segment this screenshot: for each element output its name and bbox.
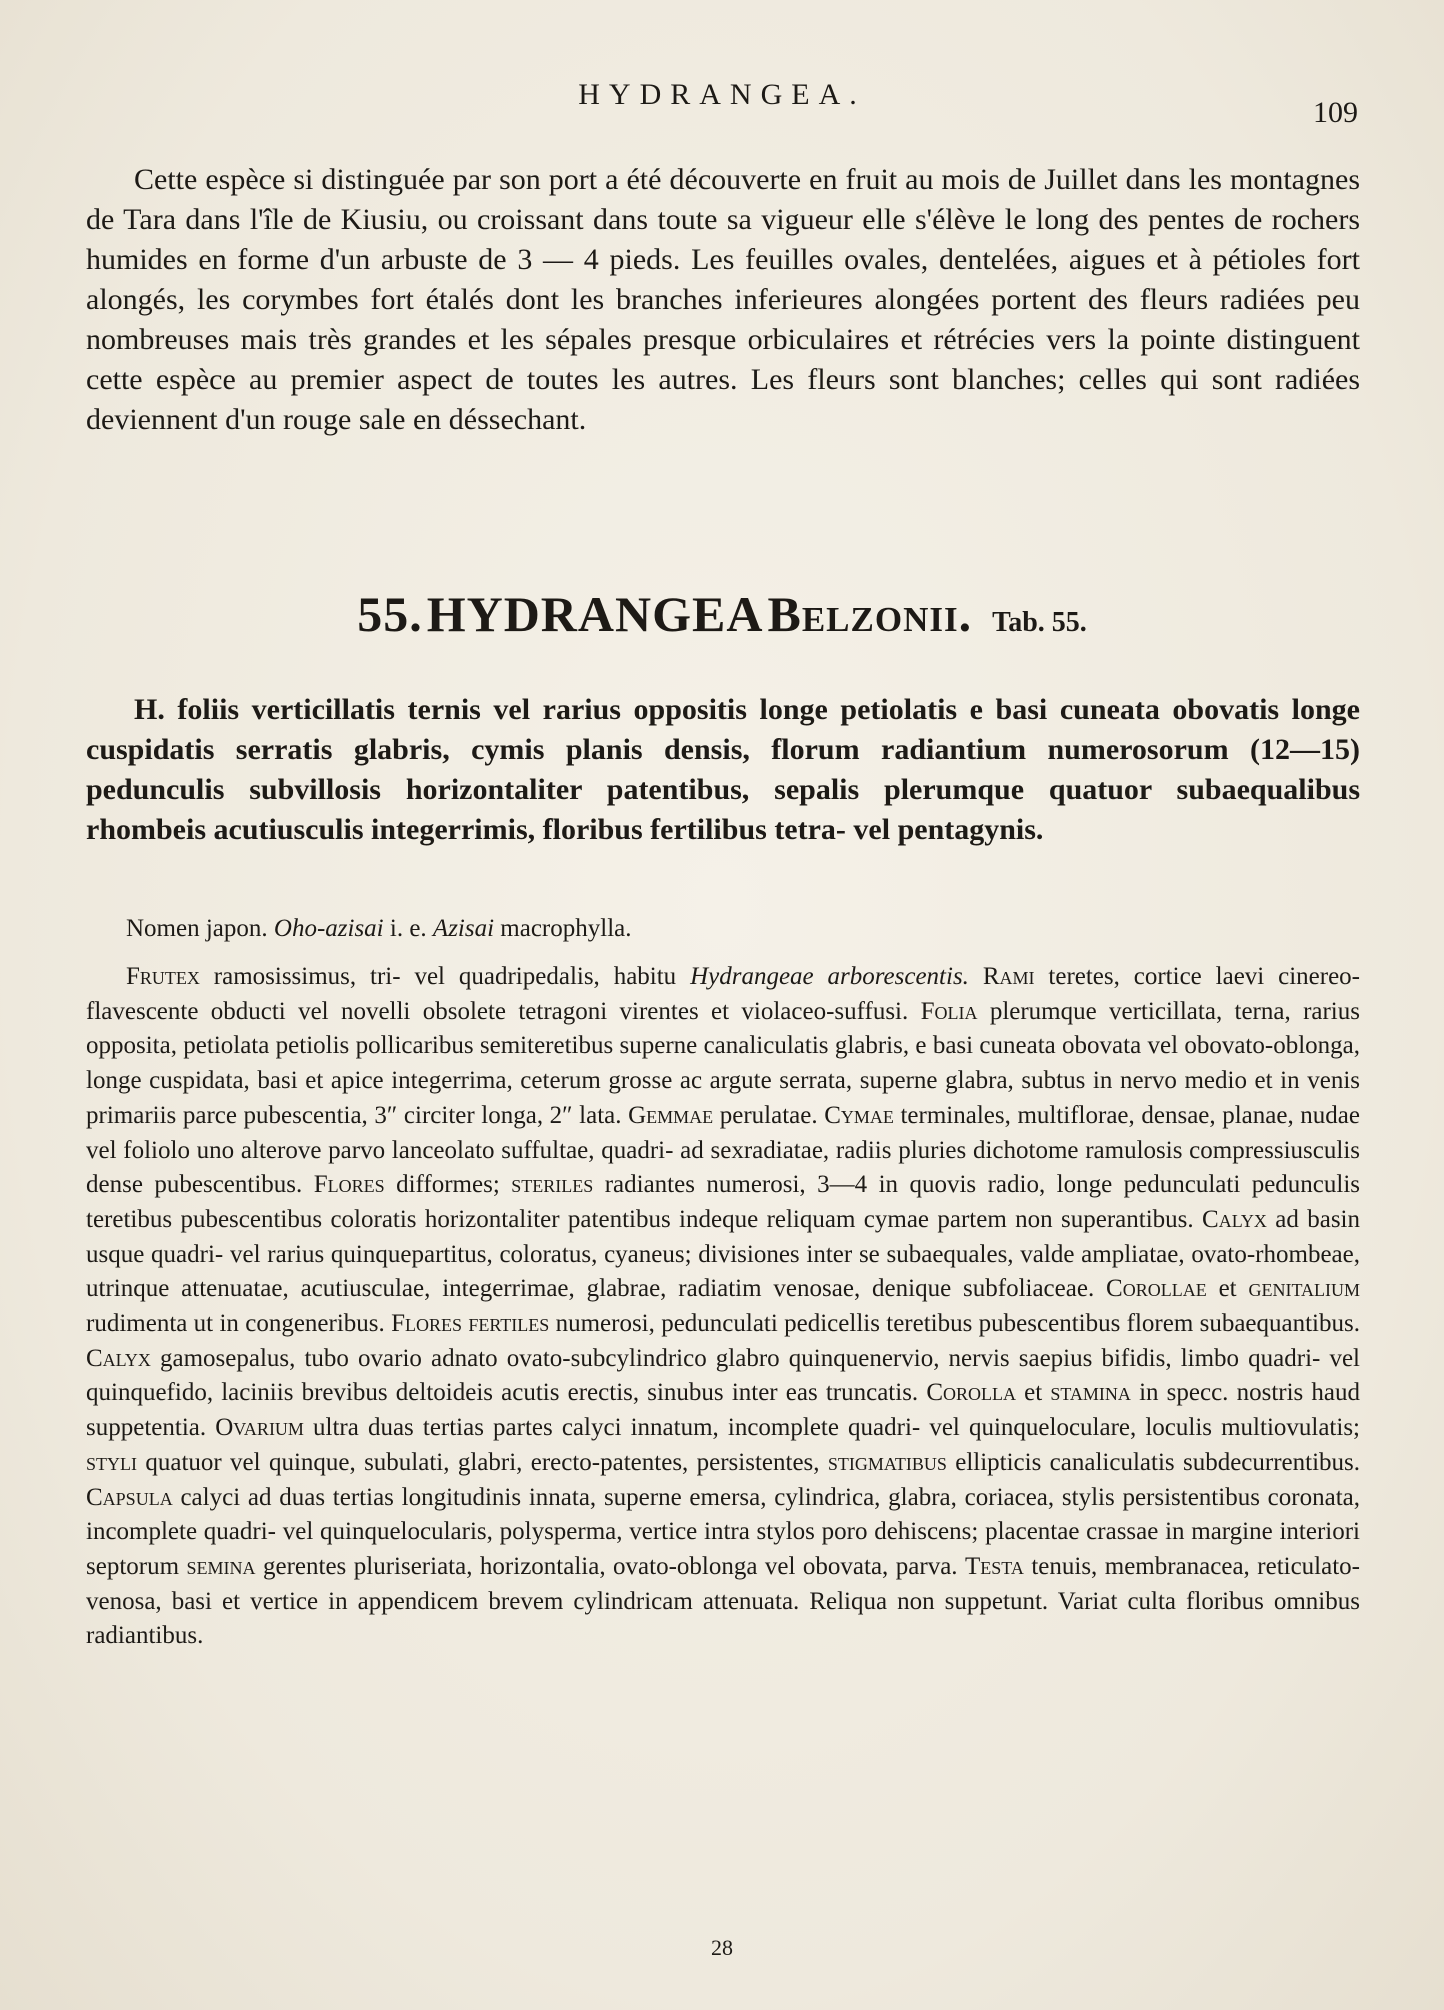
description-segment: ramosissimus, tri- vel quadripedalis, habitu: [199, 963, 691, 990]
species-number: 55.: [357, 586, 423, 642]
japanese-name-line: [86, 912, 1360, 946]
description-segment: quatuor vel quinque, subulati, glabri, erecto-patentes, persistentes,: [137, 1448, 828, 1476]
description-segment: perulatae.: [713, 1101, 825, 1129]
species-genus: HYDRANGEA: [426, 586, 764, 642]
description: [86, 960, 1360, 1654]
description-term: stigmatibus: [827, 1448, 947, 1476]
description-segment: calyci ad duas tertias longitudinis innata, superne emersa, cylindrica, glabra, coriacea, stylis persistentibus coronata, incomplete quadri- vel quinquelocularis, polysperma, vertice intra stylos poro dehiscens; placentae crassae in margine interiori septorum: [86, 1483, 1360, 1580]
description-segment: [969, 963, 983, 990]
nomen-synonym: Azisai: [432, 915, 495, 942]
description-term: semina: [186, 1552, 256, 1580]
diagnosis: [86, 690, 1360, 850]
description-term: Calyx: [86, 1344, 151, 1372]
nomen-japanese: Oho-azisai: [273, 915, 384, 942]
diagnosis-text: H. foliis verticillatis ternis vel rarius oppositis longe petiolatis e basi cuneata obovatis longe cuspidatis serratis glabris, cymis planis densis, florum radiantium numerosorum (12—15) pedunculis subvillosis horizontaliter patentibus, sepalis plerumque quatuor subaequalibus rhombeis acutiusculis integerrimis, floribus fertilibus tetra- vel pentagynis.: [86, 693, 1360, 846]
description-term: styli: [86, 1448, 137, 1476]
description-term: Corollae: [1106, 1275, 1207, 1303]
description-term: Flores fertiles: [391, 1310, 550, 1338]
description-segment: ultra duas tertias partes calyci innatum, incomplete quadri- vel quinqueloculare, loculis multiovulatis;: [303, 1414, 1360, 1442]
description-segment: et: [1206, 1275, 1249, 1303]
nomen-middle: i. e.: [389, 915, 427, 942]
description-term: stamina: [1050, 1379, 1131, 1407]
species-heading: [0, 585, 1444, 643]
description-segment: in specc. nostris haud suppetentia.: [86, 1379, 1361, 1442]
description-term: Ovarium: [215, 1414, 304, 1442]
description-text: [86, 960, 1360, 1654]
intro-text: Cette espèce si distinguée par son port a été découverte en fruit au mois de Juillet dans les montagnes de Tara dans l'île de Kiusiu, ou croissant dans toute sa vigueur elle s'élève le long des pentes de rochers humides en forme d'un arbuste de 3 — 4 pieds. Les feuilles ovales, dentelées, aigues et à pétioles fort alongés, les corymbes fort étalés dont les branches inferieures alongées portent des fleurs radiées peu nombreuses mais très grandes et les sépales presque orbiculaires et rétrécies vers la pointe distinguent cette espèce au premier aspect de toutes les autres. Les fleurs sont blanches; celles qui sont radiées deviennent d'un rouge sale en déssechant.: [86, 163, 1360, 436]
signature-mark: 28: [711, 1935, 733, 1960]
nomen-tail: macrophylla.: [500, 915, 632, 942]
running-head: HYDRANGEA.: [578, 78, 866, 111]
nomen-lead: Nomen japon.: [126, 915, 268, 942]
description-segment: plerumque verticillata, terna, rarius opposita, petiolata petiolis pollicaribus semiteretibus superne canaliculatis glabris, e basi cuneata obovata vel obovato-oblonga, longe cuspidata, basi et apice integerrima, ceterum grosse ac argute serrata, superne glabra, subtus in nervo medio et in venis primariis parce pubescentia, 3″ circiter longa, 2″ lata.: [86, 997, 1360, 1129]
description-segment: gerentes pluriseriata, horizontalia, ovato-oblonga vel obovata, parva.: [255, 1552, 966, 1580]
description-term: Rami: [982, 963, 1035, 990]
description-term: Corolla: [926, 1379, 1017, 1407]
intro-paragraph: [86, 160, 1360, 440]
description-segment: gamosepalus, tubo ovario adnato ovato-subcylindrico glabro quinquenervio, nervis saepius bifidis, limbo quadri- vel quinquefido, laciniis brevibus deltoideis acutis erectis, sinubus inter eas truncatis.: [86, 1344, 1360, 1407]
description-segment: numerosi, pedunculati pedicellis teretibus pubescentibus florem subaequantibus.: [549, 1310, 1360, 1338]
description-segment: ad basin usque quadri- vel rarius quinquepartitus, coloratus, cyaneus; divisiones inter se subaequales, valde ampliatae, ovato-rhombeae, utrinque attenuatae, acutiusculae, integerrimae, glabrae, radiatim venosae, denique subfoliaceae.: [86, 1205, 1360, 1303]
description-term: Gemmae: [628, 1101, 714, 1129]
description-term: Folia: [920, 997, 978, 1025]
description-term: Capsula: [86, 1483, 173, 1511]
description-segment: radiantes numerosi, 3—4 in quovis radio, longe pedunculati pedunculis teretibus pubescentibus coloratis horizontaliter patentibus indeque reliquam cymae partem non superantibus.: [86, 1171, 1361, 1233]
description-term: genitalium: [1248, 1275, 1360, 1303]
description-term: Flores: [313, 1171, 385, 1199]
description-segment: tenuis, membranacea, reticulato-venosa, basi et vertice in appendicem brevem cylindricam attenuata. Reliqua non suppetunt. Variat culta floribus omnibus radiantibus.: [86, 1552, 1360, 1650]
plate-reference: Tab. 55.: [992, 607, 1087, 638]
description-segment: et: [1016, 1379, 1051, 1407]
description-term: Testa: [965, 1552, 1024, 1580]
description-segment: teretes, cortice laevi cinereo-flavescente obducti vel novelli obsolete tetragoni virentes et violaceo-suffusi.: [86, 963, 1360, 1025]
description-segment: rudimenta ut in congeneribus.: [86, 1310, 392, 1338]
description-term: Cymae: [824, 1101, 894, 1129]
description-segment: ellipticis canaliculatis subdecurrentibus.: [946, 1448, 1360, 1476]
species-epithet: Belzonii.: [767, 586, 973, 642]
description-segment: difformes;: [384, 1171, 512, 1199]
description-segment: terminales, multiflorae, densae, planae, nudae vel foliolo uno alterove parvo lanceolato suffultae, quadri- ad sexradiatae, radiis pluries dichotome ramulosis compressiusculis dense pubescentibus.: [86, 1101, 1360, 1199]
description-term: steriles: [511, 1171, 594, 1199]
description-segment: Hydrangeae arborescentis.: [690, 963, 969, 990]
description-term: Calyx: [1202, 1205, 1267, 1233]
page-number: 109: [1313, 96, 1358, 129]
description-term: Frutex: [126, 963, 200, 990]
